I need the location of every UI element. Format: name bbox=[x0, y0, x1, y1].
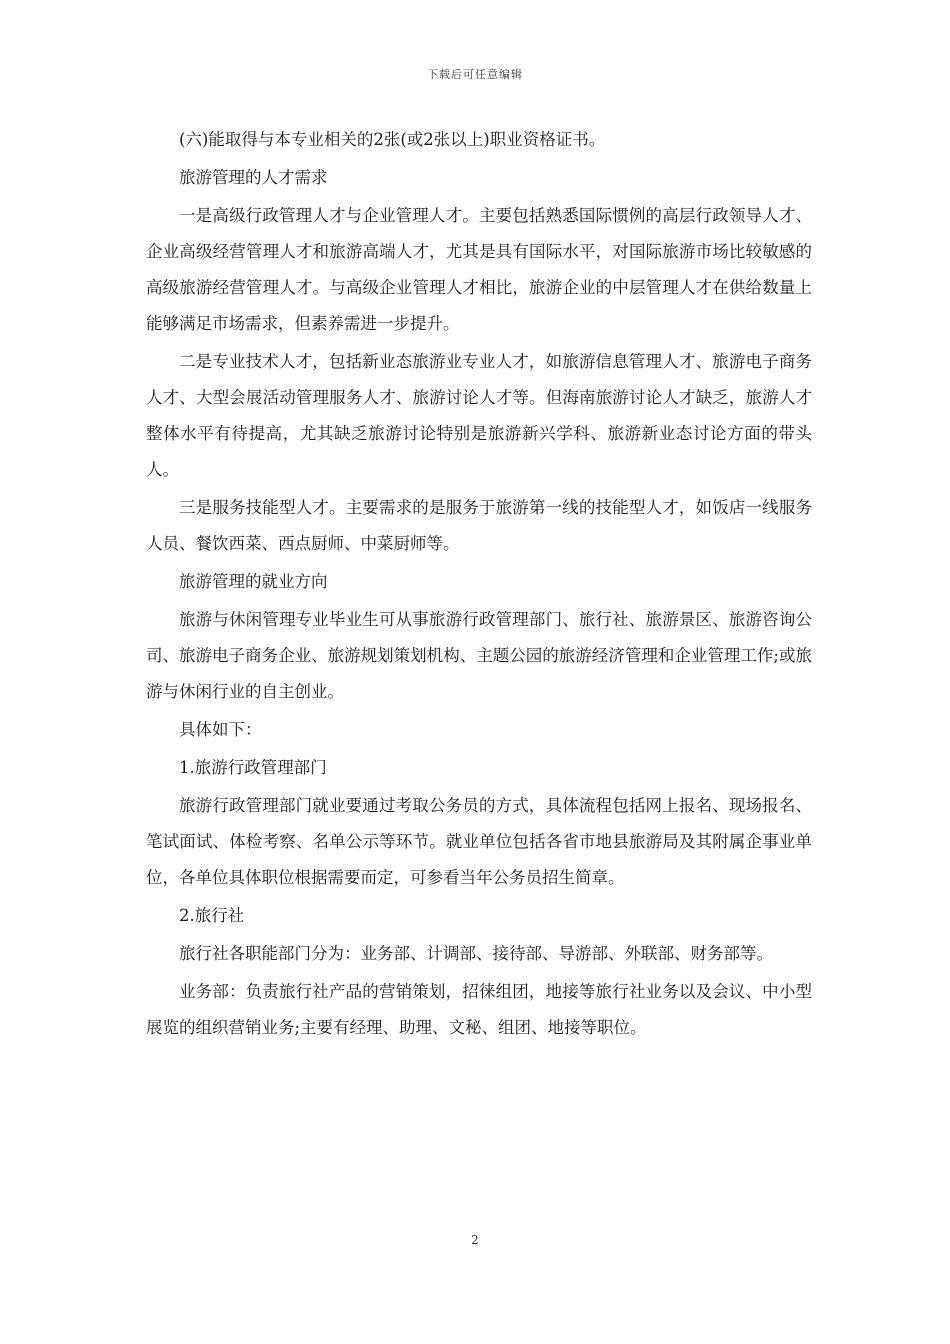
paragraph-details-intro: 具体如下： bbox=[179, 720, 262, 739]
heading-employment-direction: 旅游管理的就业方向 bbox=[179, 572, 328, 591]
heading-talent-demand: 旅游管理的人才需求 bbox=[179, 168, 328, 187]
paragraph-travel-agency-departments: 旅行社各职能部门分为：业务部、计调部、接待部、导游部、外联部、财务部等。 bbox=[179, 944, 773, 963]
paragraph-employment-overview: 旅游与休闲管理专业毕业生可从事旅游行政管理部门、旅行社、旅游景区、旅游咨询公司、旅游电子商务企业、旅游规划策划机构、主题公园的旅游经济管理和企业管理工作;或旅游与休闲行业的自主创业。 bbox=[146, 610, 812, 701]
heading-travel-agency: 2.旅行社 bbox=[179, 906, 245, 925]
paragraph-senior-management: 一是高级行政管理人才与企业管理人才。主要包括熟悉国际惯例的高层行政领导人才、企业高级经营管理人才和旅游高端人才，尤其是具有国际水平，对国际旅游市场比较敏感的高级旅游经营管理人才。与高级企业管理人才相比，旅游企业的中层管理人才在供给数量上能够满足市场需求，但素养需进一步提升。 bbox=[146, 206, 812, 333]
paragraph-qualification: (六)能取得与本专业相关的2张(或2张以上)职业资格证书。 bbox=[179, 130, 606, 149]
paragraph-admin-department: 旅游行政管理部门就业要通过考取公务员的方式，具体流程包括网上报名、现场报名、笔试面试、体检考察、名单公示等环节。就业单位包括各省市地县旅游局及其附属企事业单位，各单位具体职位根据需要而定，可参看当年公务员招生简章。 bbox=[146, 796, 812, 887]
paragraph-business-department: 业务部：负责旅行社产品的营销策划，招徕组团，地接等旅行社业务以及会议、中小型展览的组织营销业务;主要有经理、助理、文秘、组团、地接等职位。 bbox=[146, 982, 812, 1037]
page-header: 下载后可任意编辑 bbox=[427, 68, 523, 81]
page-number: 2 bbox=[471, 1233, 479, 1247]
paragraph-technical-talent: 二是专业技术人才，包括新业态旅游业专业人才，如旅游信息管理人才、旅游电子商务人才、大型会展活动管理服务人才、旅游讨论人才等。但海南旅游讨论人才缺乏，旅游人才整体水平有待提高，尤其缺乏旅游讨论特别是旅游新兴学科、旅游新业态讨论方面的带头人。 bbox=[146, 352, 812, 479]
paragraph-service-talent: 三是服务技能型人才。主要需求的是服务于旅游第一线的技能型人才，如饭店一线服务人员、餐饮西菜、西点厨师、中菜厨师等。 bbox=[146, 498, 812, 553]
heading-admin-department: 1.旅游行政管理部门 bbox=[179, 758, 327, 777]
document-body bbox=[146, 122, 812, 1048]
